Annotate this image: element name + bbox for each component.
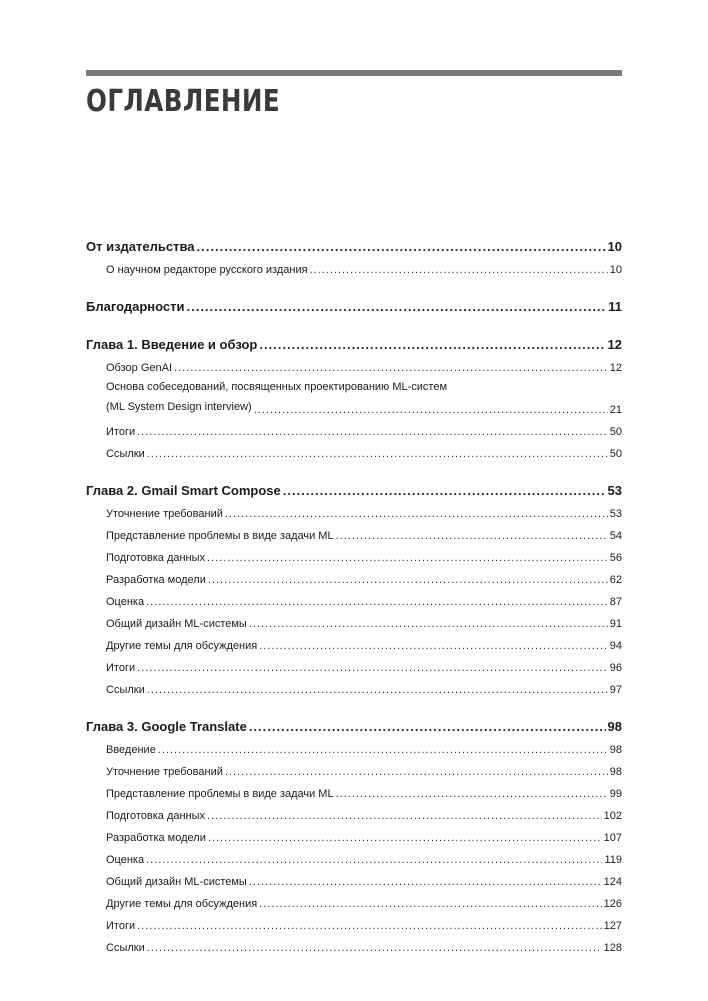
dot-leader <box>137 426 608 438</box>
toc-subentry[interactable] <box>86 630 622 652</box>
toc-subentry[interactable] <box>86 932 622 954</box>
dot-leader <box>174 362 608 374</box>
toc-subentry[interactable] <box>86 652 622 674</box>
toc-subentry-title: Представление проблемы в виде задачи ML <box>106 530 334 542</box>
toc-subentry[interactable] <box>86 254 622 276</box>
toc-subentry[interactable] <box>86 778 622 800</box>
toc-subentry-title: Итоги <box>106 920 136 932</box>
dot-leader <box>310 264 608 276</box>
dot-leader <box>208 832 602 844</box>
dot-leader <box>147 684 608 696</box>
toc-page-number: 56 <box>609 552 622 564</box>
toc-page-number: 87 <box>609 596 622 608</box>
toc-entry-title: От издательства <box>86 239 195 254</box>
dot-leader <box>158 744 608 756</box>
toc-page-number: 99 <box>609 788 622 800</box>
dot-leader <box>207 810 602 822</box>
toc-subentry-title: Ссылки <box>106 684 145 696</box>
dot-leader <box>259 898 601 910</box>
toc-page-number: 54 <box>609 530 622 542</box>
toc-subentry-title: Введение <box>106 744 156 756</box>
toc-page-number: 128 <box>603 942 622 954</box>
toc-subentry[interactable] <box>86 888 622 910</box>
toc-subentry-title: Уточнение требований <box>106 766 223 778</box>
toc-subentry[interactable] <box>86 416 622 438</box>
dot-leader <box>254 404 608 416</box>
toc-subentry[interactable] <box>86 438 622 460</box>
toc-page-number: 98 <box>607 719 622 734</box>
toc-entry-title: Глава 3. Google Translate <box>86 719 247 734</box>
toc-subentry-title: Итоги <box>106 426 136 438</box>
toc-entry[interactable] <box>86 226 622 254</box>
toc-page-number: 107 <box>603 832 622 844</box>
toc-page-number: 124 <box>603 876 622 888</box>
toc-entry[interactable] <box>86 706 622 734</box>
toc-page-number: 21 <box>609 404 622 416</box>
toc-subentry-line2 <box>106 396 622 416</box>
dot-leader <box>137 920 602 932</box>
dot-leader <box>225 508 608 520</box>
toc-page-number: 94 <box>609 640 622 652</box>
toc-subentry-title: Другие темы для обсуждения <box>106 640 258 652</box>
toc-page-number: 53 <box>609 508 622 520</box>
toc-subentry[interactable] <box>86 520 622 542</box>
toc-subentry[interactable] <box>86 564 622 586</box>
toc-subentry[interactable] <box>86 374 622 416</box>
dot-leader <box>283 483 606 498</box>
toc-subentry[interactable] <box>86 800 622 822</box>
toc-page-number: 127 <box>603 920 622 932</box>
toc-subentry[interactable] <box>86 586 622 608</box>
toc-subentry-title: О научном редакторе русского издания <box>106 264 308 276</box>
dot-leader <box>137 662 608 674</box>
toc-subentry[interactable] <box>86 910 622 932</box>
toc-page-number: 126 <box>603 898 622 910</box>
toc-subentry-title: Подготовка данных <box>106 552 206 564</box>
toc-subentry[interactable] <box>86 756 622 778</box>
toc-page-number: 10 <box>609 264 622 276</box>
toc-entry[interactable] <box>86 470 622 498</box>
toc-subentry[interactable] <box>86 844 622 866</box>
dot-leader <box>147 448 608 460</box>
toc-subentry-title: Ссылки <box>106 942 145 954</box>
toc-page-number: 12 <box>607 337 622 352</box>
dot-leader <box>249 876 602 888</box>
toc-subentry[interactable] <box>86 866 622 888</box>
toc-page-number: 97 <box>609 684 622 696</box>
toc-subentry-title: Разработка модели <box>106 574 206 586</box>
table-of-contents <box>86 226 622 964</box>
toc-subentry-title-line2: (ML System Design interview) <box>106 401 252 413</box>
toc-page-number: 98 <box>609 744 622 756</box>
toc-page-number: 11 <box>608 299 622 314</box>
dot-leader <box>207 552 608 564</box>
dot-leader <box>249 719 606 734</box>
toc-page-number: 96 <box>609 662 622 674</box>
toc-entry[interactable] <box>86 324 622 352</box>
toc-subentry-title: Другие темы для обсуждения <box>106 898 258 910</box>
toc-subentry-title-line1: Основа собеседований, посвященных проектированию ML-систем <box>106 381 448 393</box>
toc-page-number: 50 <box>609 426 622 438</box>
dot-leader <box>249 618 608 630</box>
toc-subentry-title: Общий дизайн ML-системы <box>106 618 247 630</box>
toc-subentry[interactable] <box>86 608 622 630</box>
toc-page-number: 12 <box>609 362 622 374</box>
toc-entry[interactable] <box>86 286 622 314</box>
dot-leader <box>146 854 602 866</box>
dot-leader <box>225 766 608 778</box>
dot-leader <box>208 574 608 586</box>
dot-leader <box>259 640 608 652</box>
toc-subentry[interactable] <box>86 674 622 696</box>
toc-section <box>86 470 622 696</box>
toc-entry-title: Глава 1. Введение и обзор <box>86 337 258 352</box>
toc-page-number: 98 <box>609 766 622 778</box>
toc-subentry-title: Разработка модели <box>106 832 206 844</box>
page-title: ОГЛАВЛЕНИЕ <box>86 84 281 119</box>
toc-section <box>86 324 622 460</box>
toc-page-number: 10 <box>607 239 622 254</box>
toc-page-number: 62 <box>609 574 622 586</box>
toc-section <box>86 706 622 954</box>
toc-page-number: 102 <box>603 810 622 822</box>
toc-subentry[interactable] <box>86 822 622 844</box>
toc-subentry-title: Уточнение требований <box>106 508 223 520</box>
dot-leader <box>336 788 608 800</box>
toc-entry-title: Благодарности <box>86 299 185 314</box>
toc-subentry[interactable] <box>86 542 622 564</box>
toc-subentry-title: Оценка <box>106 854 145 866</box>
toc-page-number: 119 <box>604 854 622 866</box>
toc-subentry-title: Подготовка данных <box>106 810 206 822</box>
toc-page-number: 53 <box>607 483 622 498</box>
toc-entry-title: Глава 2. Gmail Smart Compose <box>86 483 281 498</box>
toc-page-number: 50 <box>609 448 622 460</box>
dot-leader <box>146 596 608 608</box>
toc-subentry-title: Итоги <box>106 662 136 674</box>
toc-section <box>86 226 622 276</box>
dot-leader <box>259 337 605 352</box>
toc-subentry-title: Ссылки <box>106 448 145 460</box>
dot-leader <box>336 530 608 542</box>
dot-leader <box>147 942 602 954</box>
toc-subentry[interactable] <box>86 498 622 520</box>
toc-subentry[interactable] <box>86 352 622 374</box>
toc-subentry-title: Общий дизайн ML-системы <box>106 876 247 888</box>
toc-subentry-title: Представление проблемы в виде задачи ML <box>106 788 334 800</box>
toc-page-number: 91 <box>609 618 622 630</box>
top-rule <box>86 70 622 76</box>
toc-subentry-title: Оценка <box>106 596 145 608</box>
dot-leader <box>197 239 606 254</box>
toc-subentry-title: Обзор GenAI <box>106 362 173 374</box>
toc-section <box>86 286 622 314</box>
dot-leader <box>186 299 606 314</box>
toc-subentry[interactable] <box>86 734 622 756</box>
